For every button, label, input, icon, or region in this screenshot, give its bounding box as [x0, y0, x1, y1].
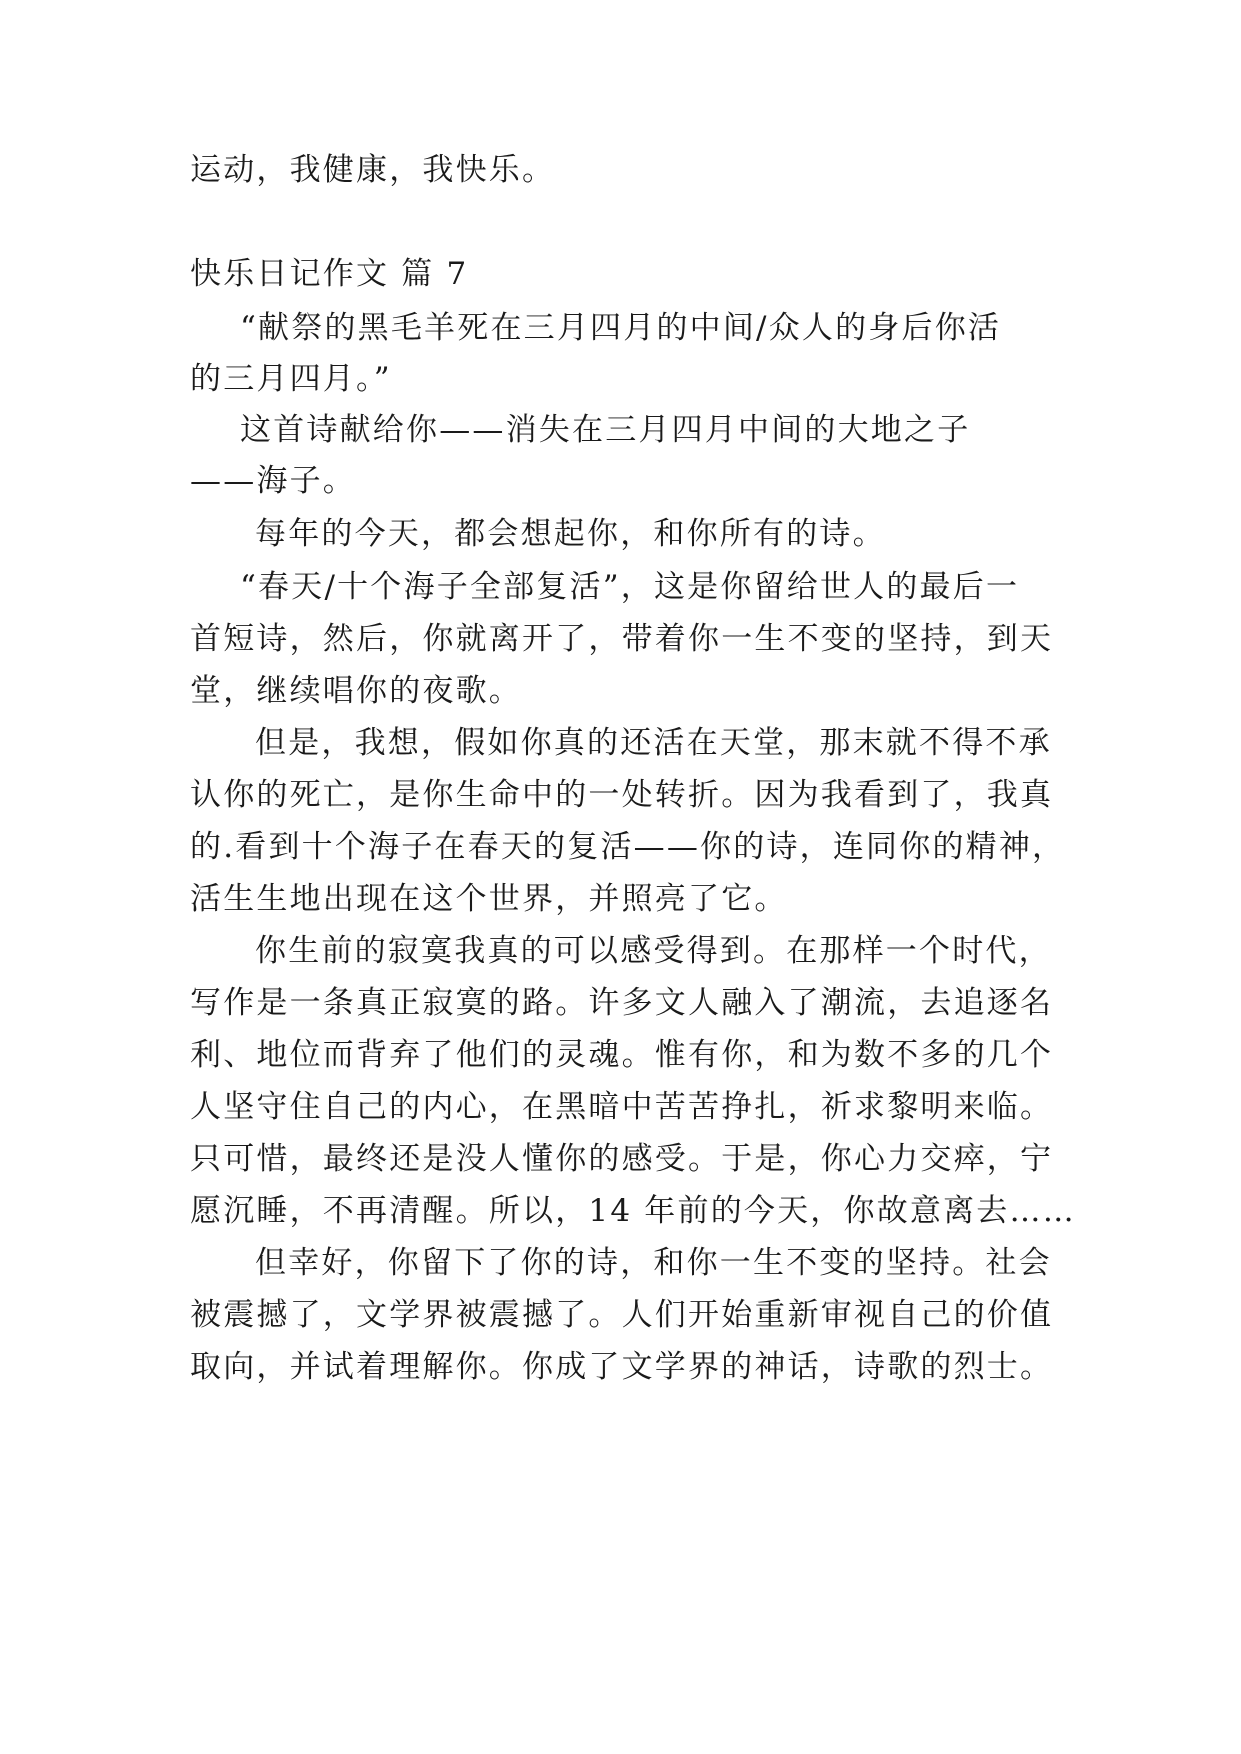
paragraph-line: 只可惜，最终还是没人懂你的感受。于是，你心力交瘁，宁: [190, 1141, 1054, 1177]
paragraph-line: 的.看到十个海子在春天的复活——你的诗，连同你的精神，: [190, 829, 1066, 865]
paragraph-line: “春天/十个海子全部复活”，这是你留给世人的最后一: [240, 569, 1020, 605]
paragraph-line: 利、地位而背弃了他们的灵魂。惟有你，和为数不多的几个: [190, 1037, 1054, 1073]
paragraph-line: 首短诗，然后，你就离开了，带着你一生不变的坚持，到天: [190, 621, 1054, 657]
paragraph-line: 被震撼了，文学界被震撼了。人们开始重新审视自己的价值: [190, 1297, 1054, 1333]
paragraph-line: 活生生地出现在这个世界，并照亮了它。: [190, 881, 788, 917]
paragraph-line: 但是，我想，假如你真的还活在天堂，那末就不得不承: [255, 725, 1052, 761]
paragraph-line: 认你的死亡，是你生命中的一处转折。因为我看到了，我真: [190, 777, 1054, 813]
paragraph-line: 人坚守住自己的内心，在黑暗中苦苦挣扎，祈求黎明来临。: [190, 1089, 1054, 1125]
paragraph-line: 的三月四月。”: [190, 361, 392, 397]
paragraph-line: 堂，继续唱你的夜歌。: [190, 673, 522, 709]
paragraph-line: 每年的今天，都会想起你，和你所有的诗。: [255, 516, 886, 552]
paragraph-line: 取向，并试着理解你。你成了文学界的神话，诗歌的烈士。: [190, 1349, 1054, 1385]
paragraph-line: ——海子。: [190, 463, 356, 499]
paragraph-line: “献祭的黑毛羊死在三月四月的中间/众人的身后你活: [240, 310, 1002, 346]
paragraph-line: 愿沉睡，不再清醒。所以，14 年前的今天，你故意离去……: [190, 1193, 1076, 1229]
paragraph-line: 但幸好，你留下了你的诗，和你一生不变的坚持。社会: [255, 1245, 1052, 1281]
paragraph-line: 写作是一条真正寂寞的路。许多文人融入了潮流，去追逐名: [190, 985, 1054, 1021]
section-title: 快乐日记作文 篇 7: [190, 256, 469, 292]
paragraph-line: 这首诗献给你——消失在三月四月中间的大地之子: [240, 412, 971, 448]
paragraph-line: 你生前的寂寞我真的可以感受得到。在那样一个时代，: [255, 933, 1052, 969]
intro-line: 运动，我健康，我快乐。: [190, 152, 556, 188]
